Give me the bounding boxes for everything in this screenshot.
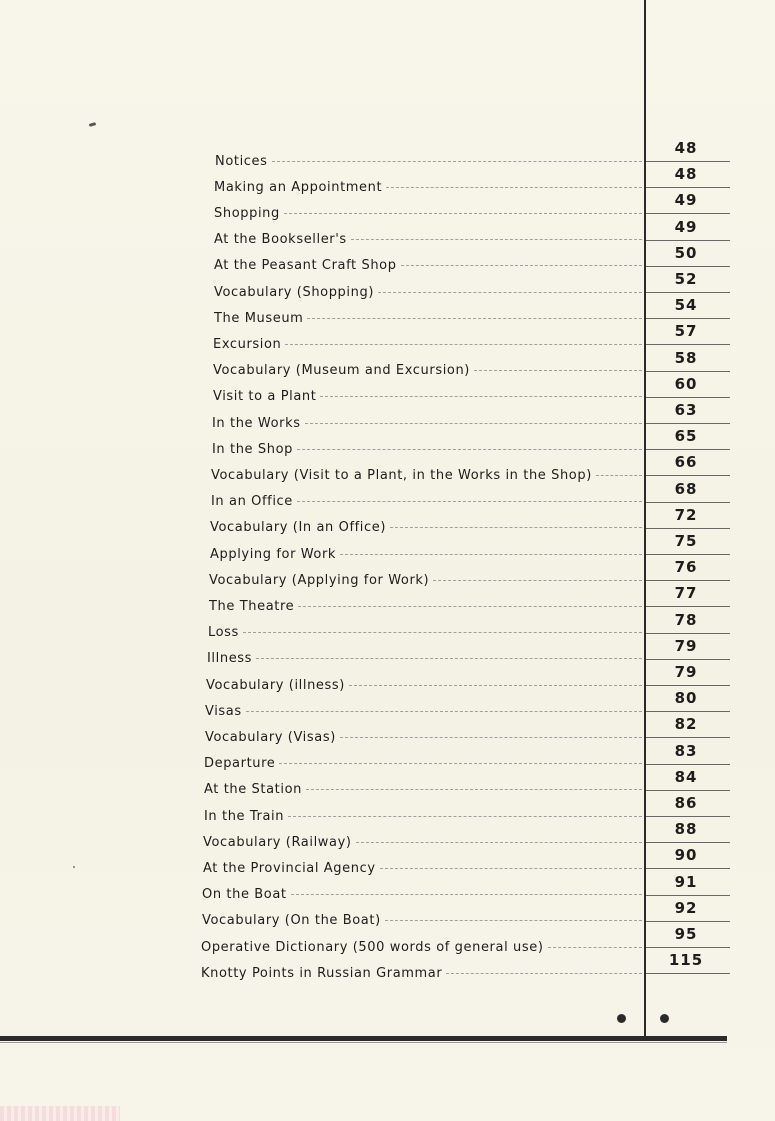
toc-entry	[214, 283, 642, 301]
toc-page-rule	[646, 816, 730, 817]
toc-leader-line	[474, 370, 642, 371]
toc-page-number: 92	[674, 898, 698, 917]
toc-leader-line	[288, 816, 642, 817]
toc-entry	[205, 702, 642, 720]
toc-leader-line	[307, 318, 642, 319]
toc-page-number: 77	[674, 584, 698, 603]
toc-page-rule	[646, 266, 730, 267]
toc-entry	[213, 362, 642, 380]
toc-leader-line	[351, 239, 642, 240]
toc-page-rule	[646, 842, 730, 843]
toc-page-number: 95	[674, 925, 698, 943]
toc-entry-title: Vocabulary (Railway)	[203, 834, 352, 850]
toc-page-number: 49	[674, 191, 698, 210]
toc-entry-title: At the Bookseller's	[214, 232, 347, 248]
toc-page-number: 68	[674, 479, 698, 498]
toc-leader-line	[548, 947, 643, 948]
toc-entry-title: Vocabulary (Shopping)	[214, 284, 374, 300]
toc-page-number: 66	[674, 453, 698, 472]
toc-leader-line	[446, 973, 642, 974]
toc-entry-title: In the Train	[204, 808, 285, 824]
toc-page-number: 58	[674, 348, 698, 367]
vertical-rule	[644, 0, 646, 1040]
toc-leader-line	[596, 475, 642, 476]
toc-entry-title: Loss	[208, 625, 239, 641]
toc-page-number: 82	[674, 715, 698, 734]
toc-leader-line	[356, 842, 642, 843]
toc-entry-title: Vocabulary (Visas)	[205, 729, 336, 745]
toc-leader-line	[340, 554, 642, 555]
toc-page-rule	[646, 685, 730, 686]
toc-page-numbers	[646, 0, 730, 1000]
toc-leader-line	[256, 658, 642, 659]
toc-entry-title: In an Office	[211, 494, 293, 510]
toc-leader-line	[298, 606, 642, 607]
toc-entry-title: Vocabulary (Museum and Excursion)	[213, 363, 470, 379]
toc-page-number: 52	[674, 270, 698, 288]
toc-leader-line	[297, 449, 642, 450]
toc-entry	[202, 912, 642, 930]
toc-leader-line	[385, 920, 642, 921]
toc-entry-title: Operative Dictionary (500 words of general use)	[201, 939, 544, 955]
toc-page-number: 80	[674, 689, 698, 708]
toc-leader-line	[291, 894, 642, 895]
toc-leader-line	[272, 161, 642, 162]
toc-page-rule	[646, 528, 730, 529]
toc-entry	[203, 833, 642, 851]
toc-entry-title: At the Station	[204, 782, 302, 798]
toc-entry	[214, 204, 642, 222]
toc-page-rule	[646, 292, 730, 293]
toc-entry-title: At the Provincial Agency	[203, 860, 376, 876]
toc-entry	[206, 676, 642, 694]
toc-leader-line	[378, 292, 642, 293]
bottom-rule	[0, 1036, 727, 1041]
toc-page-rule	[646, 633, 730, 634]
toc-page-number: 76	[674, 558, 698, 577]
toc-entry-title: Applying for Work	[210, 546, 337, 562]
toc-entry-title: Knotty Points in Russian Grammar	[201, 965, 443, 981]
toc-leader-line	[246, 711, 642, 712]
toc-entry-title: Making an Appointment	[214, 179, 383, 195]
toc-page-number: 57	[674, 322, 698, 341]
toc-entry	[204, 755, 642, 773]
toc-entry	[214, 257, 642, 275]
toc-leader-line	[349, 685, 642, 686]
toc-entry-title: Vocabulary (illness)	[206, 677, 345, 693]
toc-page-number: 115	[668, 951, 704, 970]
toc-page-rule	[646, 397, 730, 398]
toc-page-number: 88	[674, 820, 698, 839]
toc-entry-title: Visit to a Plant	[213, 389, 317, 405]
toc-entry-title: Excursion	[213, 336, 282, 352]
toc-entry	[214, 178, 642, 196]
toc-page-number: 86	[674, 794, 698, 812]
toc-page-number: 75	[674, 532, 698, 550]
toc-leader-line	[433, 580, 642, 581]
toc-page-rule	[646, 344, 730, 345]
toc-entry-title: On the Boat	[202, 887, 287, 903]
toc-page-number: 48	[674, 165, 698, 184]
toc-entry	[209, 597, 642, 615]
bullet-dot-icon	[617, 1014, 626, 1023]
toc-entry-title: Visas	[205, 703, 242, 719]
toc-entry	[213, 335, 642, 353]
toc-entry-title: Notices	[215, 153, 268, 169]
toc-leader-line	[279, 763, 642, 764]
toc-leader-line	[401, 265, 642, 266]
toc-page-rule	[646, 449, 730, 450]
toc-page-rule	[646, 921, 730, 922]
toc-page-number: 65	[674, 427, 698, 446]
toc-entry	[204, 807, 642, 825]
toc-page-rule	[646, 371, 730, 372]
toc-entry	[214, 231, 642, 249]
toc-page-number: 63	[674, 401, 698, 419]
toc-entry	[211, 466, 642, 484]
toc-entry	[201, 964, 642, 982]
bullet-dot-icon	[660, 1014, 669, 1023]
toc-page-rule	[646, 764, 730, 765]
toc-page-rule	[646, 475, 730, 476]
toc-page-rule	[646, 868, 730, 869]
toc-page-rule	[646, 973, 730, 974]
toc-leader-line	[243, 632, 642, 633]
toc-leader-line	[284, 213, 642, 214]
toc-page-rule	[646, 161, 730, 162]
toc-entry	[202, 886, 642, 904]
toc-entry-title: Departure	[204, 756, 276, 772]
toc-page-number: 84	[674, 767, 698, 786]
toc-page-number: 48	[674, 139, 698, 157]
toc-entry-title: Vocabulary (Applying for Work)	[209, 572, 430, 588]
toc-entry	[210, 545, 642, 563]
toc-page-number: 91	[674, 872, 698, 891]
toc-page-rule	[646, 895, 730, 896]
toc-entry	[211, 493, 642, 511]
toc-page-rule	[646, 502, 730, 503]
toc-page-number: 78	[674, 610, 698, 629]
toc-entry	[201, 938, 642, 956]
toc-entry-title: Shopping	[214, 205, 280, 221]
bottom-rule-shadow	[0, 1042, 727, 1043]
toc-page-rule	[646, 554, 730, 555]
toc-entry-title: Vocabulary (On the Boat)	[202, 913, 381, 929]
toc-entry	[212, 440, 642, 458]
toc-page-number: 72	[674, 505, 698, 524]
toc-page-rule	[646, 240, 730, 241]
toc-leader-line	[320, 396, 642, 397]
toc-entry	[213, 388, 642, 406]
toc-entry	[215, 152, 642, 170]
toc-entry-title: Vocabulary (In an Office)	[210, 520, 387, 536]
toc-page-rule	[646, 580, 730, 581]
toc-page-number: 79	[674, 663, 698, 681]
toc-leader-line	[380, 868, 642, 869]
toc-entry-title: The Museum	[214, 310, 304, 326]
toc-entry	[209, 571, 642, 589]
toc-entry-title: In the Shop	[212, 441, 293, 457]
toc-entry-title: Illness	[207, 651, 253, 667]
toc-entry	[204, 781, 642, 799]
toc-entry	[207, 650, 642, 668]
toc-entry-title: Vocabulary (Visit to a Plant, in the Works in the Shop)	[211, 467, 592, 483]
toc-page-rule	[646, 423, 730, 424]
toc-entry	[214, 309, 642, 327]
toc-leader-line	[285, 344, 642, 345]
toc-leader-line	[297, 501, 642, 502]
toc-leader-line	[306, 789, 642, 790]
toc-entry	[203, 859, 642, 877]
toc-entry-title: In the Works	[212, 415, 301, 431]
toc-entry	[212, 414, 642, 432]
toc-entry	[205, 728, 642, 746]
stamp-mark	[0, 1106, 120, 1121]
toc-page-rule	[646, 737, 730, 738]
toc-page-rule	[646, 711, 730, 712]
toc-page-rule	[646, 606, 730, 607]
toc-leader-line	[390, 527, 642, 528]
toc-page-rule	[646, 318, 730, 319]
toc-entry-title: The Theatre	[209, 598, 295, 614]
toc-page-number: 60	[674, 374, 698, 393]
toc-page-number: 90	[674, 846, 698, 865]
toc-entry-title: At the Peasant Craft Shop	[214, 258, 397, 274]
toc-page-rule	[646, 187, 730, 188]
toc-entry	[208, 624, 642, 642]
toc-leader-line	[305, 423, 642, 424]
toc-page-number: 83	[674, 741, 698, 760]
toc-page-number: 50	[674, 243, 698, 262]
toc-page-number: 79	[674, 636, 698, 655]
toc-page-rule	[646, 947, 730, 948]
toc-page-number: 54	[674, 296, 698, 315]
toc-leader-line	[340, 737, 642, 738]
toc-page-rule	[646, 790, 730, 791]
toc-page-number: 49	[674, 217, 698, 236]
toc-entry	[210, 519, 642, 537]
toc-page-rule	[646, 659, 730, 660]
toc-leader-line	[386, 187, 642, 188]
toc-page-rule	[646, 213, 730, 214]
